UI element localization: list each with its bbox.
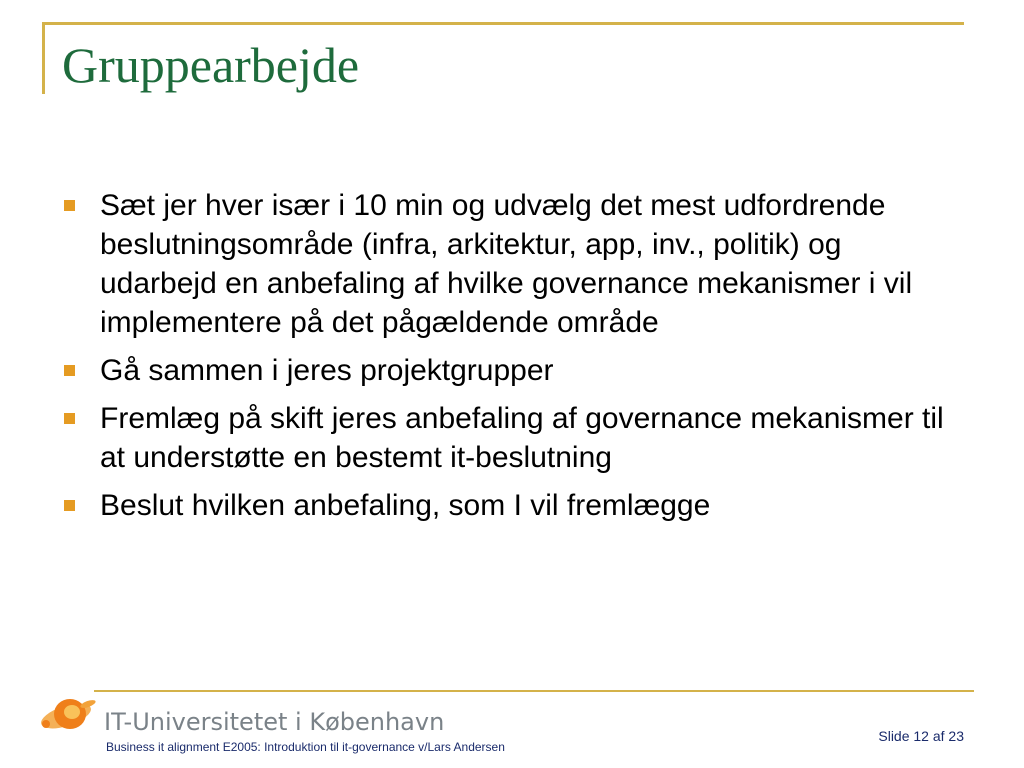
square-bullet-icon	[64, 200, 75, 211]
bullet-text: Sæt jer hver især i 10 min og udvælg det mest udfordrende beslutningsområde (infra, arkitektur, app, inv., politik) og udarbejd en anbefaling af hvilke governance mekanismer i vil implementere på det pågældende område	[100, 189, 913, 339]
title-frame-top-line	[42, 22, 964, 25]
square-bullet-icon	[64, 413, 75, 424]
square-bullet-icon	[64, 500, 75, 511]
bullet-item	[64, 399, 944, 477]
bullet-text: Gå sammen i jeres projektgrupper	[100, 354, 554, 387]
bullet-item	[64, 486, 944, 525]
bullet-item	[64, 186, 944, 342]
title-frame-left-line	[42, 22, 45, 94]
bullet-text: Fremlæg på skift jeres anbefaling af governance mekanismer til at understøtte en bestemt it-beslutning	[100, 402, 944, 474]
footer-caption: Business it alignment E2005: Introduktion til it-governance v/Lars Andersen	[106, 740, 505, 754]
bullet-list	[64, 186, 944, 534]
slide-number: Slide 12 af 23	[878, 728, 964, 744]
bullet-text: Beslut hvilken anbefaling, som I vil fremlægge	[100, 489, 711, 522]
logo-wordmark: IT-Universitetet i København	[104, 708, 445, 736]
square-bullet-icon	[64, 365, 75, 376]
slide-title: Gruppearbejde	[62, 37, 360, 93]
bullet-item	[64, 351, 944, 390]
